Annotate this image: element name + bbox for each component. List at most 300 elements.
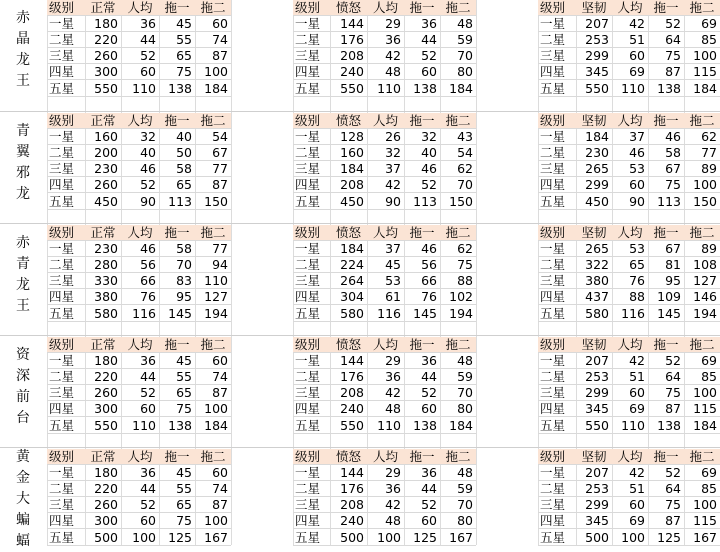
value-cell[interactable]: 125: [159, 530, 195, 546]
value-cell[interactable]: 75: [648, 497, 684, 513]
header-level-cell[interactable]: 级别: [538, 0, 576, 16]
value-cell[interactable]: 77: [684, 145, 720, 161]
value-cell[interactable]: 299: [576, 497, 612, 513]
value-cell[interactable]: 60: [404, 64, 440, 80]
level-cell[interactable]: 五星: [538, 306, 576, 322]
value-cell[interactable]: 69: [684, 353, 720, 369]
level-cell[interactable]: 一星: [538, 16, 576, 32]
value-cell[interactable]: 113: [648, 194, 684, 210]
value-cell[interactable]: 67: [648, 241, 684, 257]
value-cell[interactable]: 44: [121, 481, 159, 497]
value-cell[interactable]: 299: [576, 48, 612, 64]
value-cell[interactable]: 380: [85, 289, 121, 305]
level-cell[interactable]: 五星: [538, 418, 576, 434]
value-cell[interactable]: 52: [121, 497, 159, 513]
value-cell[interactable]: 100: [684, 385, 720, 401]
value-cell[interactable]: 125: [404, 530, 440, 546]
header-carry2-cell[interactable]: 拖二: [684, 337, 720, 353]
level-cell[interactable]: 一星: [293, 16, 330, 32]
level-cell[interactable]: 一星: [47, 465, 85, 481]
value-cell[interactable]: 345: [576, 401, 612, 417]
value-cell[interactable]: 260: [85, 48, 121, 64]
level-cell[interactable]: 五星: [293, 194, 330, 210]
value-cell[interactable]: 145: [648, 306, 684, 322]
level-cell[interactable]: 三星: [47, 497, 85, 513]
value-cell[interactable]: 500: [85, 530, 121, 546]
value-cell[interactable]: 70: [440, 385, 476, 401]
value-cell[interactable]: 52: [648, 353, 684, 369]
header-carry1-cell[interactable]: 拖一: [159, 0, 195, 16]
level-cell[interactable]: 二星: [47, 32, 85, 48]
value-cell[interactable]: 26: [367, 129, 404, 145]
value-cell[interactable]: 194: [440, 306, 476, 322]
value-cell[interactable]: 45: [159, 465, 195, 481]
value-cell[interactable]: 60: [612, 48, 648, 64]
level-cell[interactable]: 二星: [47, 369, 85, 385]
value-cell[interactable]: 194: [684, 306, 720, 322]
value-cell[interactable]: 110: [121, 418, 159, 434]
value-cell[interactable]: 240: [330, 64, 367, 80]
header-level-cell[interactable]: 级别: [293, 113, 330, 129]
value-cell[interactable]: 60: [121, 401, 159, 417]
level-cell[interactable]: 五星: [293, 530, 330, 546]
value-cell[interactable]: 550: [330, 81, 367, 97]
value-cell[interactable]: 60: [612, 497, 648, 513]
value-cell[interactable]: 167: [440, 530, 476, 546]
value-cell[interactable]: 115: [684, 513, 720, 529]
header-carry1-cell[interactable]: 拖一: [404, 113, 440, 129]
value-cell[interactable]: 52: [648, 16, 684, 32]
value-cell[interactable]: 53: [367, 273, 404, 289]
value-cell[interactable]: 37: [612, 129, 648, 145]
value-cell[interactable]: 87: [195, 48, 231, 64]
value-cell[interactable]: 85: [684, 32, 720, 48]
value-cell[interactable]: 580: [330, 306, 367, 322]
value-cell[interactable]: 208: [330, 497, 367, 513]
value-cell[interactable]: 58: [648, 145, 684, 161]
value-cell[interactable]: 60: [121, 64, 159, 80]
value-cell[interactable]: 100: [195, 401, 231, 417]
value-cell[interactable]: 59: [440, 32, 476, 48]
value-cell[interactable]: 51: [612, 369, 648, 385]
value-cell[interactable]: 144: [330, 16, 367, 32]
value-cell[interactable]: 176: [330, 32, 367, 48]
value-cell[interactable]: 60: [121, 513, 159, 529]
header-level-cell[interactable]: 级别: [293, 337, 330, 353]
header-avg-cell[interactable]: 人均: [612, 113, 648, 129]
header-carry2-cell[interactable]: 拖二: [684, 225, 720, 241]
value-cell[interactable]: 184: [330, 161, 367, 177]
header-carry1-cell[interactable]: 拖一: [404, 225, 440, 241]
level-cell[interactable]: 四星: [538, 177, 576, 193]
value-cell[interactable]: 87: [195, 497, 231, 513]
value-cell[interactable]: 138: [648, 81, 684, 97]
value-cell[interactable]: 75: [440, 257, 476, 273]
header-type-cell[interactable]: 愤怒: [330, 337, 367, 353]
value-cell[interactable]: 115: [684, 64, 720, 80]
value-cell[interactable]: 44: [404, 369, 440, 385]
value-cell[interactable]: 207: [576, 16, 612, 32]
value-cell[interactable]: 110: [121, 81, 159, 97]
header-level-cell[interactable]: 级别: [47, 0, 85, 16]
level-cell[interactable]: 五星: [538, 81, 576, 97]
value-cell[interactable]: 37: [367, 241, 404, 257]
level-cell[interactable]: 一星: [293, 353, 330, 369]
value-cell[interactable]: 95: [648, 273, 684, 289]
value-cell[interactable]: 184: [440, 418, 476, 434]
header-avg-cell[interactable]: 人均: [612, 449, 648, 465]
value-cell[interactable]: 240: [330, 513, 367, 529]
value-cell[interactable]: 45: [159, 353, 195, 369]
level-cell[interactable]: 二星: [293, 257, 330, 273]
value-cell[interactable]: 42: [612, 16, 648, 32]
level-cell[interactable]: 三星: [293, 161, 330, 177]
level-cell[interactable]: 一星: [293, 465, 330, 481]
value-cell[interactable]: 145: [404, 306, 440, 322]
header-avg-cell[interactable]: 人均: [367, 449, 404, 465]
header-carry2-cell[interactable]: 拖二: [440, 113, 476, 129]
header-carry1-cell[interactable]: 拖一: [159, 449, 195, 465]
level-cell[interactable]: 四星: [47, 289, 85, 305]
value-cell[interactable]: 74: [195, 369, 231, 385]
value-cell[interactable]: 42: [367, 48, 404, 64]
value-cell[interactable]: 36: [121, 16, 159, 32]
value-cell[interactable]: 87: [648, 401, 684, 417]
header-level-cell[interactable]: 级别: [538, 337, 576, 353]
value-cell[interactable]: 184: [330, 241, 367, 257]
level-cell[interactable]: 四星: [538, 401, 576, 417]
value-cell[interactable]: 66: [121, 273, 159, 289]
value-cell[interactable]: 87: [648, 64, 684, 80]
header-level-cell[interactable]: 级别: [47, 113, 85, 129]
value-cell[interactable]: 437: [576, 289, 612, 305]
value-cell[interactable]: 260: [85, 385, 121, 401]
value-cell[interactable]: 32: [121, 129, 159, 145]
value-cell[interactable]: 50: [159, 145, 195, 161]
value-cell[interactable]: 240: [330, 401, 367, 417]
value-cell[interactable]: 322: [576, 257, 612, 273]
value-cell[interactable]: 230: [576, 145, 612, 161]
header-type-cell[interactable]: 坚韧: [576, 225, 612, 241]
level-cell[interactable]: 二星: [293, 369, 330, 385]
value-cell[interactable]: 176: [330, 369, 367, 385]
header-avg-cell[interactable]: 人均: [612, 337, 648, 353]
value-cell[interactable]: 76: [404, 289, 440, 305]
level-cell[interactable]: 二星: [47, 145, 85, 161]
value-cell[interactable]: 62: [684, 129, 720, 145]
level-cell[interactable]: 一星: [538, 465, 576, 481]
value-cell[interactable]: 48: [440, 16, 476, 32]
value-cell[interactable]: 36: [404, 465, 440, 481]
value-cell[interactable]: 32: [404, 129, 440, 145]
value-cell[interactable]: 87: [195, 385, 231, 401]
value-cell[interactable]: 55: [159, 369, 195, 385]
value-cell[interactable]: 500: [330, 530, 367, 546]
value-cell[interactable]: 450: [85, 194, 121, 210]
value-cell[interactable]: 580: [85, 306, 121, 322]
value-cell[interactable]: 176: [330, 481, 367, 497]
value-cell[interactable]: 70: [440, 177, 476, 193]
level-cell[interactable]: 五星: [293, 418, 330, 434]
header-type-cell[interactable]: 正常: [85, 225, 121, 241]
value-cell[interactable]: 75: [648, 385, 684, 401]
value-cell[interactable]: 87: [648, 513, 684, 529]
level-cell[interactable]: 五星: [47, 81, 85, 97]
level-cell[interactable]: 一星: [47, 353, 85, 369]
value-cell[interactable]: 75: [159, 64, 195, 80]
level-cell[interactable]: 一星: [538, 353, 576, 369]
value-cell[interactable]: 52: [121, 48, 159, 64]
header-carry1-cell[interactable]: 拖一: [159, 225, 195, 241]
value-cell[interactable]: 54: [195, 129, 231, 145]
level-cell[interactable]: 二星: [293, 481, 330, 497]
value-cell[interactable]: 69: [612, 64, 648, 80]
value-cell[interactable]: 36: [367, 369, 404, 385]
header-type-cell[interactable]: 正常: [85, 113, 121, 129]
value-cell[interactable]: 66: [404, 273, 440, 289]
header-carry1-cell[interactable]: 拖一: [648, 0, 684, 16]
value-cell[interactable]: 36: [367, 32, 404, 48]
header-carry1-cell[interactable]: 拖一: [159, 113, 195, 129]
value-cell[interactable]: 65: [612, 257, 648, 273]
header-level-cell[interactable]: 级别: [293, 0, 330, 16]
header-type-cell[interactable]: 坚韧: [576, 337, 612, 353]
value-cell[interactable]: 207: [576, 465, 612, 481]
value-cell[interactable]: 144: [330, 465, 367, 481]
level-cell[interactable]: 四星: [293, 401, 330, 417]
level-cell[interactable]: 五星: [47, 418, 85, 434]
value-cell[interactable]: 75: [648, 177, 684, 193]
value-cell[interactable]: 253: [576, 369, 612, 385]
value-cell[interactable]: 450: [330, 194, 367, 210]
value-cell[interactable]: 207: [576, 353, 612, 369]
value-cell[interactable]: 67: [195, 145, 231, 161]
header-carry2-cell[interactable]: 拖二: [440, 449, 476, 465]
header-type-cell[interactable]: 坚韧: [576, 0, 612, 16]
header-level-cell[interactable]: 级别: [47, 337, 85, 353]
header-avg-cell[interactable]: 人均: [121, 449, 159, 465]
level-cell[interactable]: 三星: [293, 273, 330, 289]
level-cell[interactable]: 四星: [293, 289, 330, 305]
value-cell[interactable]: 550: [576, 81, 612, 97]
level-cell[interactable]: 一星: [47, 16, 85, 32]
value-cell[interactable]: 300: [85, 401, 121, 417]
value-cell[interactable]: 81: [648, 257, 684, 273]
value-cell[interactable]: 48: [367, 64, 404, 80]
value-cell[interactable]: 94: [195, 257, 231, 273]
value-cell[interactable]: 46: [648, 129, 684, 145]
value-cell[interactable]: 100: [367, 530, 404, 546]
value-cell[interactable]: 43: [440, 129, 476, 145]
value-cell[interactable]: 260: [85, 497, 121, 513]
value-cell[interactable]: 167: [684, 530, 720, 546]
value-cell[interactable]: 110: [612, 81, 648, 97]
value-cell[interactable]: 55: [159, 481, 195, 497]
header-carry1-cell[interactable]: 拖一: [648, 113, 684, 129]
value-cell[interactable]: 65: [159, 177, 195, 193]
value-cell[interactable]: 42: [367, 385, 404, 401]
level-cell[interactable]: 三星: [538, 161, 576, 177]
header-carry2-cell[interactable]: 拖二: [195, 337, 231, 353]
value-cell[interactable]: 127: [684, 273, 720, 289]
level-cell[interactable]: 三星: [47, 273, 85, 289]
level-cell[interactable]: 三星: [47, 48, 85, 64]
header-level-cell[interactable]: 级别: [293, 449, 330, 465]
value-cell[interactable]: 64: [648, 369, 684, 385]
value-cell[interactable]: 550: [85, 81, 121, 97]
header-carry1-cell[interactable]: 拖一: [648, 337, 684, 353]
level-cell[interactable]: 一星: [47, 241, 85, 257]
level-cell[interactable]: 三星: [538, 497, 576, 513]
value-cell[interactable]: 264: [330, 273, 367, 289]
value-cell[interactable]: 53: [612, 241, 648, 257]
value-cell[interactable]: 87: [195, 177, 231, 193]
value-cell[interactable]: 61: [367, 289, 404, 305]
value-cell[interactable]: 44: [121, 32, 159, 48]
value-cell[interactable]: 52: [404, 385, 440, 401]
value-cell[interactable]: 100: [684, 48, 720, 64]
header-avg-cell[interactable]: 人均: [367, 0, 404, 16]
value-cell[interactable]: 109: [648, 289, 684, 305]
header-carry1-cell[interactable]: 拖一: [404, 0, 440, 16]
level-cell[interactable]: 四星: [47, 64, 85, 80]
level-cell[interactable]: 五星: [47, 194, 85, 210]
value-cell[interactable]: 260: [85, 177, 121, 193]
value-cell[interactable]: 110: [195, 273, 231, 289]
value-cell[interactable]: 80: [440, 513, 476, 529]
value-cell[interactable]: 167: [195, 530, 231, 546]
value-cell[interactable]: 48: [440, 465, 476, 481]
header-carry2-cell[interactable]: 拖二: [684, 113, 720, 129]
header-type-cell[interactable]: 愤怒: [330, 225, 367, 241]
value-cell[interactable]: 330: [85, 273, 121, 289]
level-cell[interactable]: 三星: [293, 48, 330, 64]
value-cell[interactable]: 40: [159, 129, 195, 145]
value-cell[interactable]: 138: [404, 81, 440, 97]
level-cell[interactable]: 三星: [538, 273, 576, 289]
value-cell[interactable]: 116: [612, 306, 648, 322]
value-cell[interactable]: 59: [440, 481, 476, 497]
value-cell[interactable]: 46: [121, 161, 159, 177]
value-cell[interactable]: 74: [195, 32, 231, 48]
level-cell[interactable]: 二星: [293, 145, 330, 161]
value-cell[interactable]: 150: [440, 194, 476, 210]
header-avg-cell[interactable]: 人均: [367, 113, 404, 129]
value-cell[interactable]: 88: [440, 273, 476, 289]
value-cell[interactable]: 48: [367, 513, 404, 529]
value-cell[interactable]: 145: [159, 306, 195, 322]
value-cell[interactable]: 40: [404, 145, 440, 161]
value-cell[interactable]: 127: [195, 289, 231, 305]
value-cell[interactable]: 184: [440, 81, 476, 97]
value-cell[interactable]: 60: [195, 353, 231, 369]
value-cell[interactable]: 46: [121, 241, 159, 257]
header-type-cell[interactable]: 愤怒: [330, 113, 367, 129]
value-cell[interactable]: 230: [85, 161, 121, 177]
value-cell[interactable]: 60: [195, 465, 231, 481]
header-type-cell[interactable]: 愤怒: [330, 0, 367, 16]
header-avg-cell[interactable]: 人均: [121, 113, 159, 129]
header-avg-cell[interactable]: 人均: [121, 0, 159, 16]
level-cell[interactable]: 三星: [293, 385, 330, 401]
value-cell[interactable]: 194: [195, 306, 231, 322]
value-cell[interactable]: 48: [367, 401, 404, 417]
value-cell[interactable]: 180: [85, 16, 121, 32]
value-cell[interactable]: 100: [684, 497, 720, 513]
value-cell[interactable]: 56: [404, 257, 440, 273]
value-cell[interactable]: 220: [85, 32, 121, 48]
header-level-cell[interactable]: 级别: [47, 449, 85, 465]
value-cell[interactable]: 29: [367, 465, 404, 481]
value-cell[interactable]: 46: [404, 241, 440, 257]
value-cell[interactable]: 83: [159, 273, 195, 289]
value-cell[interactable]: 29: [367, 16, 404, 32]
value-cell[interactable]: 138: [159, 418, 195, 434]
header-avg-cell[interactable]: 人均: [367, 337, 404, 353]
level-cell[interactable]: 四星: [293, 177, 330, 193]
level-cell[interactable]: 二星: [538, 32, 576, 48]
header-level-cell[interactable]: 级别: [538, 113, 576, 129]
value-cell[interactable]: 299: [576, 385, 612, 401]
value-cell[interactable]: 265: [576, 161, 612, 177]
level-cell[interactable]: 三星: [47, 385, 85, 401]
value-cell[interactable]: 230: [85, 241, 121, 257]
value-cell[interactable]: 52: [404, 48, 440, 64]
header-avg-cell[interactable]: 人均: [612, 0, 648, 16]
value-cell[interactable]: 200: [85, 145, 121, 161]
value-cell[interactable]: 89: [684, 241, 720, 257]
level-cell[interactable]: 五星: [47, 530, 85, 546]
value-cell[interactable]: 380: [576, 273, 612, 289]
header-carry2-cell[interactable]: 拖二: [440, 337, 476, 353]
value-cell[interactable]: 69: [684, 16, 720, 32]
level-cell[interactable]: 五星: [538, 194, 576, 210]
value-cell[interactable]: 184: [576, 129, 612, 145]
value-cell[interactable]: 208: [330, 177, 367, 193]
level-cell[interactable]: 四星: [293, 513, 330, 529]
value-cell[interactable]: 224: [330, 257, 367, 273]
value-cell[interactable]: 32: [367, 145, 404, 161]
value-cell[interactable]: 69: [612, 401, 648, 417]
value-cell[interactable]: 29: [367, 353, 404, 369]
level-cell[interactable]: 一星: [47, 129, 85, 145]
value-cell[interactable]: 90: [121, 194, 159, 210]
value-cell[interactable]: 100: [195, 64, 231, 80]
level-cell[interactable]: 一星: [538, 241, 576, 257]
value-cell[interactable]: 65: [159, 48, 195, 64]
value-cell[interactable]: 100: [612, 530, 648, 546]
level-cell[interactable]: 二星: [538, 145, 576, 161]
value-cell[interactable]: 64: [648, 481, 684, 497]
level-cell[interactable]: 三星: [47, 161, 85, 177]
level-cell[interactable]: 二星: [538, 369, 576, 385]
value-cell[interactable]: 46: [612, 145, 648, 161]
value-cell[interactable]: 88: [612, 289, 648, 305]
value-cell[interactable]: 60: [404, 401, 440, 417]
value-cell[interactable]: 70: [440, 497, 476, 513]
value-cell[interactable]: 180: [85, 465, 121, 481]
value-cell[interactable]: 184: [684, 81, 720, 97]
value-cell[interactable]: 75: [159, 401, 195, 417]
value-cell[interactable]: 58: [159, 241, 195, 257]
value-cell[interactable]: 90: [367, 194, 404, 210]
value-cell[interactable]: 44: [404, 32, 440, 48]
value-cell[interactable]: 345: [576, 64, 612, 80]
value-cell[interactable]: 44: [121, 369, 159, 385]
value-cell[interactable]: 48: [440, 353, 476, 369]
value-cell[interactable]: 75: [648, 48, 684, 64]
value-cell[interactable]: 51: [612, 32, 648, 48]
